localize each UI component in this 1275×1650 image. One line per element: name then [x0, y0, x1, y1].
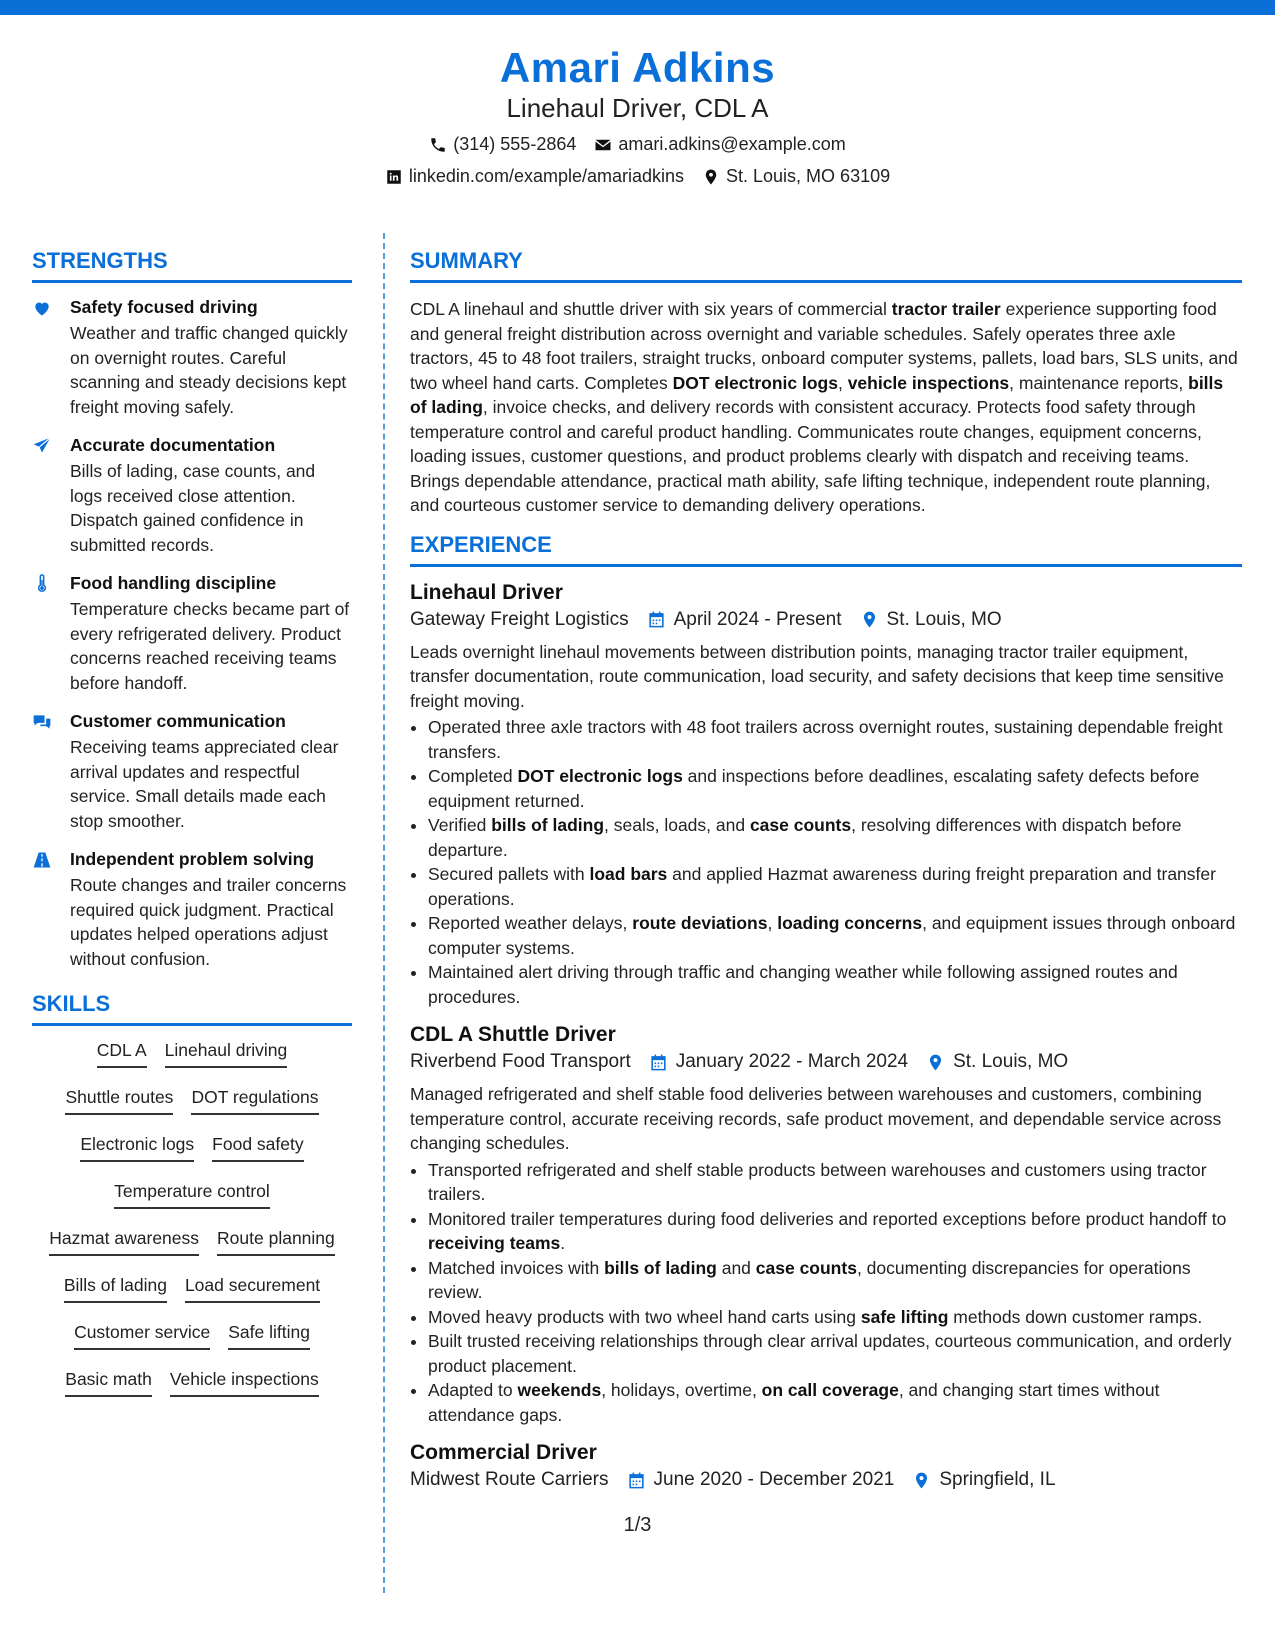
- job-company: [410, 609, 629, 631]
- contact-linkedin[interactable]: [385, 166, 684, 187]
- thermometer-icon: [32, 574, 52, 594]
- bullet-item: • Built trusted receiving relationships through clear arrival updates, courteous communication, and orderly product placement.: [428, 1329, 1242, 1378]
- phone-text: (314) 555-2864: [453, 134, 577, 154]
- email-text: amari.adkins@example.com: [618, 134, 846, 154]
- contact-phone[interactable]: [429, 134, 576, 155]
- calendar-icon: [647, 610, 666, 629]
- job-company: [410, 1051, 631, 1073]
- location-text: St. Louis, MO: [953, 1051, 1069, 1072]
- skill-tag: Food safety: [212, 1134, 303, 1162]
- job-company: [410, 1469, 609, 1491]
- map-pin-icon: [912, 1471, 931, 1490]
- chat-bubbles-icon: [32, 712, 52, 732]
- highlighted-term: route deviations: [632, 913, 768, 933]
- highlighted-term: bills of lading: [491, 815, 605, 835]
- strength-title: Accurate documentation: [70, 435, 276, 455]
- strength-desc: Route changes and trailer concerns required quick judgment. Practical updates helped operations adjust without confusion.: [70, 875, 347, 969]
- skill-tag: Customer service: [74, 1322, 210, 1350]
- strength-desc: Bills of lading, case counts, and logs received close attention. Dispatch gained confidence in submitted records.: [70, 461, 316, 555]
- skill-tag: Temperature control: [114, 1181, 270, 1209]
- bullet-item: • Adapted to weekends, holidays, overtime, on call coverage, and changing start times without attendance gaps.: [428, 1378, 1242, 1427]
- strength-title: Safety focused driving: [70, 297, 258, 317]
- highlighted-term: receiving teams: [428, 1233, 561, 1253]
- map-pin-icon: [860, 610, 879, 629]
- job-meta: [410, 609, 1242, 631]
- job-description: Leads overnight linehaul movements between distribution points, managing tractor trailer equipment, transfer documentation, route communication, load security, and safety decisions that keep time sensitive freight moving.: [410, 641, 1224, 711]
- strength-desc: Temperature checks became part of every refrigerated delivery. Product concerns reached receiving teams before handoff.: [70, 599, 350, 693]
- company-name: Midwest Route Carriers: [410, 1469, 609, 1490]
- skill-tag: Hazmat awareness: [49, 1228, 199, 1256]
- company-name: Gateway Freight Logistics: [410, 608, 629, 630]
- strength-title: Food handling discipline: [70, 573, 277, 593]
- skill-tag: CDL A: [97, 1040, 147, 1068]
- highlighted-term: load bars: [589, 864, 668, 884]
- highlighted-term: case counts: [749, 815, 852, 835]
- job-entry: [410, 581, 1242, 1010]
- strength-item: [32, 849, 352, 971]
- bullet-item: • Secured pallets with load bars and applied Hazmat awareness during freight preparation and transfer operations.: [428, 862, 1242, 911]
- skill-tag: Route planning: [217, 1228, 335, 1256]
- location-text: Springfield, IL: [939, 1469, 1056, 1490]
- job-meta: [410, 1469, 1242, 1491]
- right-column: [410, 248, 1242, 1500]
- strengths-heading: STRENGTHS: [32, 248, 352, 283]
- highlighted-term: DOT electronic logs: [672, 372, 838, 393]
- strength-desc: Receiving teams appreciated clear arrival updates and respectful service. Small details made each stop smoother.: [70, 737, 339, 831]
- strength-item: [32, 435, 352, 557]
- phone-icon: [429, 136, 447, 154]
- skill-tag: Electronic logs: [80, 1134, 194, 1162]
- date-range: April 2024 - Present: [673, 608, 842, 630]
- left-column: [32, 248, 352, 1397]
- bullet-item: • Completed DOT electronic logs and inspections before deadlines, escalating safety defects before equipment returned.: [428, 764, 1242, 813]
- highlighted-term: bills of lading: [604, 1257, 717, 1278]
- bullet-item: • Verified bills of lading, seals, loads, and case counts, resolving differences with dispatch before departure.: [428, 813, 1242, 862]
- contact-row-2: [0, 166, 1275, 187]
- map-pin-icon: [926, 1053, 945, 1072]
- job-bullets: [410, 1158, 1242, 1428]
- strength-desc: Weather and traffic changed quickly on overnight routes. Careful scanning and steady decisions kept freight moving safely.: [70, 323, 348, 417]
- linkedin-icon: [385, 168, 403, 186]
- skills-heading: SKILLS: [32, 991, 352, 1026]
- location-text: St. Louis, MO: [886, 608, 1002, 630]
- bullet-item: • Moved heavy products with two wheel hand carts using safe lifting methods down customer ramps.: [428, 1305, 1242, 1330]
- highlighted-term: DOT electronic logs: [517, 766, 683, 786]
- bullet-item: • Matched invoices with bills of lading and case counts, documenting discrepancies for operations review.: [428, 1256, 1242, 1305]
- job-entry: [410, 1023, 1242, 1427]
- job-dates: [627, 1469, 895, 1491]
- bullet-item: • Operated three axle tractors with 48 foot trailers across overnight routes, sustaining dependable freight transfers.: [428, 715, 1242, 764]
- location-text: St. Louis, MO 63109: [726, 166, 891, 186]
- contact-location: [702, 166, 890, 187]
- bullet-item: • Maintained alert driving through traffic and changing weather while following assigned routes and procedures.: [428, 960, 1242, 1009]
- highlighted-term: tractor trailer: [891, 299, 1001, 319]
- strength-item: [32, 711, 352, 833]
- highlighted-term: on call coverage: [761, 1380, 899, 1400]
- calendar-icon: [649, 1053, 668, 1072]
- job-location: [912, 1469, 1055, 1491]
- skill-tag: Basic math: [65, 1369, 152, 1397]
- linkedin-text: linkedin.com/example/amariadkins: [408, 166, 685, 186]
- highlighted-term: bills of lading: [410, 372, 1224, 417]
- summary-text: CDL A linehaul and shuttle driver with six years of commercial tractor trailer experience supporting food and general freight distribution across overnight and variable schedules. Safely operates three axle tractors, 45 to 48 foot trailers, straight trucks, onboard computer systems, pallets, load bars, SLS units, and two wheel hand carts. Completes DOT electronic logs, vehicle inspections, maintenance reports, bills of lading, invoice checks, and delivery records with consistent accuracy. Protects food safety through temperature control and careful product handling. Communicates route changes, equipment concerns, loading issues, customer questions, and product problems clearly with dispatch and receiving teams. Brings dependable attendance, practical math ability, safe lifting technique, independent route planning, and courteous customer service to demanding delivery operations.: [410, 299, 1238, 515]
- road-icon: [32, 850, 52, 870]
- contact-email[interactable]: [594, 134, 845, 155]
- company-name: Riverbend Food Transport: [410, 1051, 631, 1072]
- calendar-icon: [627, 1471, 646, 1490]
- contact-row-1: [0, 134, 1275, 155]
- heart-icon: [32, 298, 52, 318]
- job-title: CDL A Shuttle Driver: [410, 1023, 616, 1046]
- skill-tag: Linehaul driving: [165, 1040, 288, 1068]
- job-description: Managed refrigerated and shelf stable food deliveries between warehouses and customers, combining temperature control, accurate receiving records, safe product movement, and dependable service across changing schedules.: [410, 1084, 1222, 1153]
- skill-tag: Bills of lading: [64, 1275, 167, 1303]
- strength-title: Customer communication: [70, 711, 286, 731]
- experience-list: [410, 581, 1242, 1492]
- strength-item: [32, 297, 352, 419]
- page-number: 1/3: [623, 1514, 652, 1536]
- skill-tag: Vehicle inspections: [170, 1369, 319, 1397]
- strength-item: [32, 573, 352, 695]
- job-location: [860, 609, 1002, 631]
- job-entry: [410, 1441, 1242, 1491]
- skills-list: [32, 1040, 352, 1397]
- summary-heading: SUMMARY: [410, 248, 1242, 283]
- job-title: Linehaul Driver: [410, 580, 563, 604]
- map-pin-icon: [702, 168, 720, 186]
- bullet-item: • Reported weather delays, route deviations, loading concerns, and equipment issues through onboard computer systems.: [428, 911, 1242, 960]
- highlighted-term: case counts: [755, 1257, 857, 1278]
- job-title: Commercial Driver: [410, 1441, 597, 1464]
- strength-title: Independent problem solving: [70, 849, 315, 869]
- highlighted-term: weekends: [517, 1380, 602, 1400]
- skill-tag: Shuttle routes: [65, 1087, 173, 1115]
- envelope-icon: [594, 136, 612, 154]
- paper-plane-icon: [32, 436, 52, 456]
- experience-heading: EXPERIENCE: [410, 532, 1242, 567]
- job-location: [926, 1051, 1068, 1073]
- job-bullets: [410, 715, 1242, 1009]
- highlighted-term: safe lifting: [860, 1306, 949, 1327]
- job-meta: [410, 1051, 1242, 1073]
- highlighted-term: loading concerns: [777, 913, 923, 933]
- top-accent-bar: [0, 0, 1275, 15]
- column-divider: [383, 233, 385, 1593]
- skill-tag: Safe lifting: [228, 1322, 310, 1350]
- job-dates: [649, 1051, 908, 1073]
- job-dates: [647, 609, 842, 631]
- candidate-name: Amari Adkins: [499, 44, 776, 91]
- highlighted-term: vehicle inspections: [847, 372, 1010, 393]
- bullet-item: • Transported refrigerated and shelf stable products between warehouses and customers using tractor trailers.: [428, 1158, 1242, 1207]
- date-range: June 2020 - December 2021: [653, 1469, 895, 1490]
- candidate-title: Linehaul Driver, CDL A: [506, 93, 769, 123]
- bullet-item: • Monitored trailer temperatures during food deliveries and reported exceptions before product handoff to receiving teams.: [428, 1207, 1242, 1256]
- skill-tag: Load securement: [185, 1275, 320, 1303]
- skill-tag: DOT regulations: [191, 1087, 318, 1115]
- date-range: January 2022 - March 2024: [675, 1051, 909, 1072]
